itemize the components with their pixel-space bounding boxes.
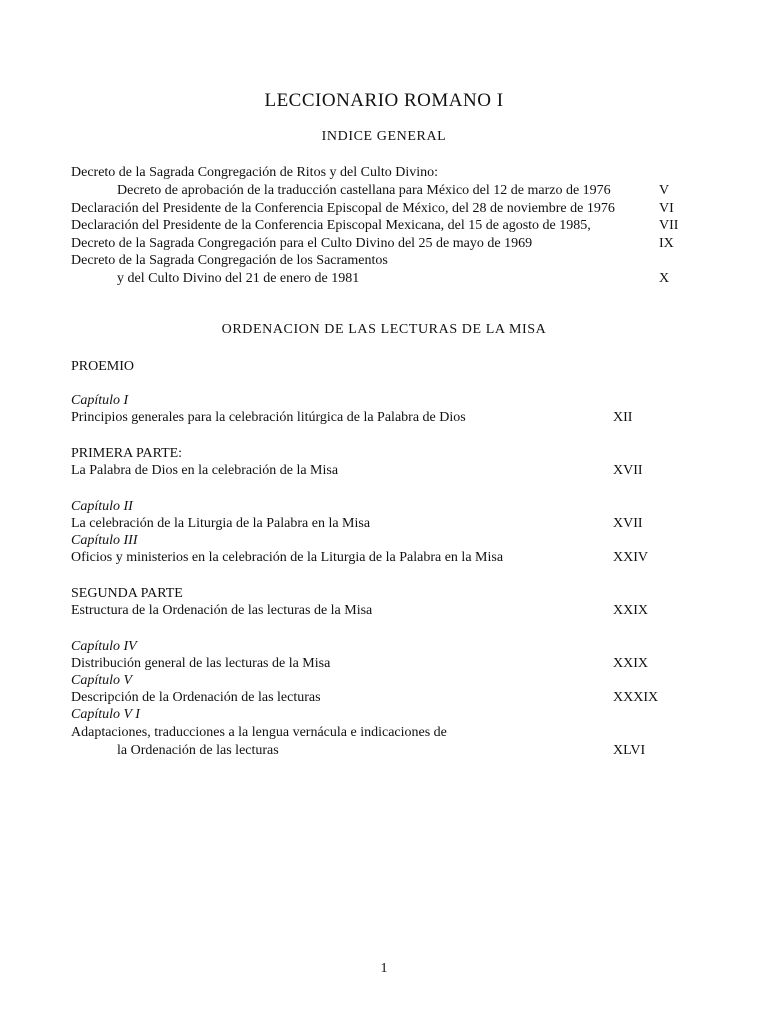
decree-line-6: Decreto de la Sagrada Congregación de los Sacramentos bbox=[71, 253, 388, 268]
part-2-page: XXIX bbox=[613, 603, 648, 618]
part-1-label: PRIMERA PARTE: bbox=[71, 446, 183, 461]
chapter-1-title: Principios generales para la celebración litúrgica de la Palabra de Dios bbox=[71, 410, 466, 425]
chapter-5-label: Capítulo V bbox=[71, 673, 133, 688]
chapter-1-label: Capítulo I bbox=[71, 393, 129, 408]
chapter-6-title-cont: la Ordenación de las lecturas bbox=[117, 743, 279, 758]
decree-page-7: X bbox=[659, 271, 670, 286]
decree-line-5: Decreto de la Sagrada Congregación para el Culto Divino del 25 de mayo de 1969 bbox=[71, 236, 533, 251]
chapter-4-label: Capítulo IV bbox=[71, 639, 137, 654]
part-2-label: SEGUNDA PARTE bbox=[71, 586, 183, 601]
chapter-2-page: XVII bbox=[613, 516, 643, 531]
proemio-heading: PROEMIO bbox=[71, 359, 135, 374]
chapter-3-page: XXIV bbox=[613, 550, 648, 565]
decree-line-4: Declaración del Presidente de la Conferencia Episcopal Mexicana, del 15 de agosto de 1985, bbox=[71, 218, 591, 233]
part-1-title: La Palabra de Dios en la celebración de la Misa bbox=[71, 463, 339, 478]
index-heading: INDICE GENERAL bbox=[321, 129, 447, 144]
chapter-6-title: Adaptaciones, traducciones a la lengua vernácula e indicaciones de bbox=[71, 725, 447, 740]
part-2-title: Estructura de la Ordenación de las lecturas de la Misa bbox=[71, 603, 373, 618]
chapter-6-page: XLVI bbox=[613, 743, 646, 758]
decree-page-2: V bbox=[659, 183, 670, 198]
section-heading: ORDENACION DE LAS LECTURAS DE LA MISA bbox=[221, 322, 547, 337]
decree-page-5: IX bbox=[659, 236, 674, 251]
chapter-1-page: XII bbox=[613, 410, 633, 425]
decree-line-7: y del Culto Divino del 21 de enero de 1981 bbox=[117, 271, 360, 286]
chapter-5-page: XXXIX bbox=[613, 690, 659, 705]
decree-page-4: VII bbox=[659, 218, 679, 233]
part-1-page: XVII bbox=[613, 463, 643, 478]
decree-line-2: Decreto de aprobación de la traducción castellana para México del 12 de marzo de 1976 bbox=[117, 183, 611, 198]
chapter-6-label: Capítulo V I bbox=[71, 707, 140, 722]
chapter-3-label: Capítulo III bbox=[71, 533, 138, 548]
chapter-4-page: XXIX bbox=[613, 656, 648, 671]
decree-line-3: Declaración del Presidente de la Conferencia Episcopal de México, del 28 de noviembre de 1976 bbox=[71, 201, 615, 216]
chapter-2-title: La celebración de la Liturgia de la Palabra en la Misa bbox=[71, 516, 371, 531]
chapter-4-title: Distribución general de las lecturas de la Misa bbox=[71, 656, 331, 671]
document-title: LECCIONARIO ROMANO I bbox=[264, 90, 504, 111]
page-number: 1 bbox=[380, 961, 388, 976]
chapter-2-label: Capítulo II bbox=[71, 499, 133, 514]
chapter-5-title: Descripción de la Ordenación de las lecturas bbox=[71, 690, 321, 705]
decree-line-1: Decreto de la Sagrada Congregación de Ritos y del Culto Divino: bbox=[71, 165, 439, 180]
decree-page-3: VI bbox=[659, 201, 674, 216]
chapter-3-title: Oficios y ministerios en la celebración de la Liturgia de la Palabra en la Misa bbox=[71, 550, 504, 565]
